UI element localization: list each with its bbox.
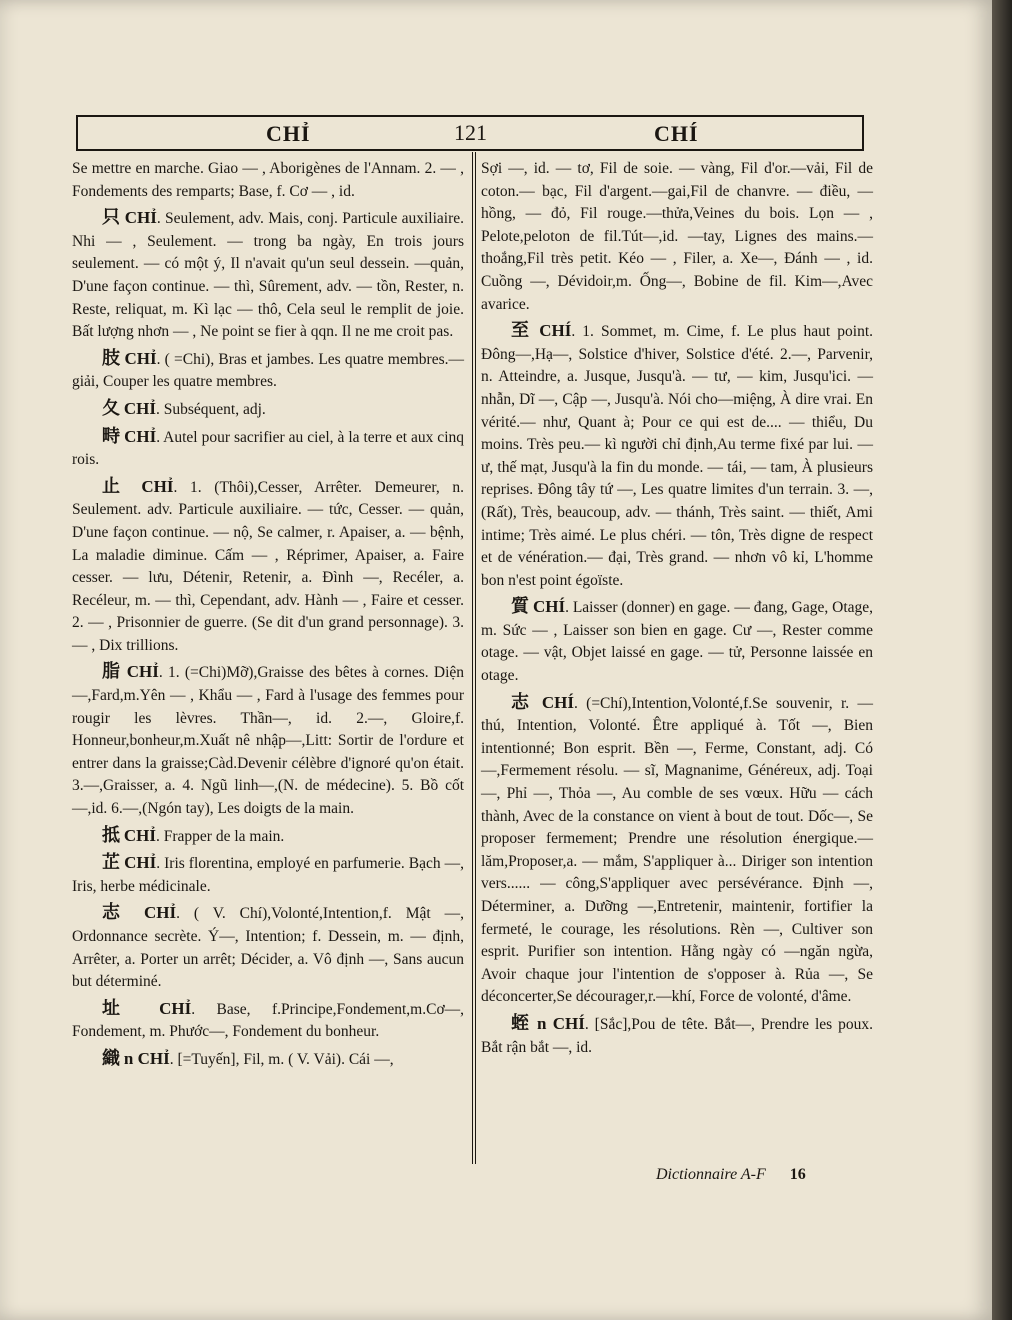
- headword: CHỈ: [159, 998, 192, 1018]
- headword: n CHÍ: [537, 1013, 585, 1033]
- hanzi-character: 脂: [102, 661, 122, 683]
- hanzi-character: 肢: [102, 347, 121, 369]
- hanzi-character: 芷: [102, 852, 121, 874]
- entry: [72, 207, 464, 344]
- hanzi-character: 志: [102, 902, 131, 924]
- entry: [481, 596, 873, 687]
- headword: CHỈ: [123, 825, 156, 845]
- column-divider: [472, 152, 476, 1164]
- headword: CHÍ: [541, 692, 574, 712]
- entry: [72, 852, 464, 898]
- entry: [72, 426, 464, 472]
- hanzi-character: 止: [102, 475, 129, 497]
- hanzi-character: 夂: [102, 397, 120, 419]
- headword: CHỈ: [124, 348, 157, 368]
- definition: . [Sắc],Pou de tête. Bắt—, Prendre les poux. Bắt rận bắt —, id.: [481, 1015, 874, 1056]
- headword: CHÍ: [532, 597, 566, 617]
- hanzi-character: 蛭: [511, 1012, 532, 1034]
- entry-continuation: Se mettre en marche. Giao — , Aborigènes de l'Annam. 2. — , Fondements des remparts; Base, f. Cơ — , id.: [72, 160, 464, 200]
- definition: . Autel pour sacrifier au ciel, à la terre et aux cinq rois.: [72, 428, 464, 469]
- entry: [72, 661, 464, 820]
- header-left-word: CHỈ: [266, 121, 311, 146]
- entry: [72, 902, 464, 993]
- entry: [72, 476, 464, 658]
- entry: [72, 398, 464, 422]
- entry: [481, 1013, 873, 1059]
- entry: [72, 998, 464, 1044]
- definition: . Frapper de la main.: [156, 827, 285, 845]
- headword: n CHỈ: [123, 1048, 170, 1068]
- definition: . (=Chí),Intention,Volonté,f.Se souvenir, r. — thú, Intention, Volonté. Être appliqué à. Tốt —, Bien intentionné; Bon esprit. Bền —, Ferme, Constant, adj. Có —,Fermement résolu. — sĩ, Magnanime, Généreux, adj. Toại —, Phỉ —, Thỏa —, Au comble de ses vœux. Hữu — cách thành, Avec de la constance on vient à bout de tout. Dốc—, Se proposer fermement; Prendre une résolution énergique.— lăm,Proposer,a. — mắm, S'appliquer à... Diriger son intention vers...... — công,S'appliquer avec persévérance. Định —, Déterminer, a. Dưỡng —,Entretenir, maintenir, fortifier la fermeté, le courage, les résolutions. Rèn —, Cultiver son esprit. Purifier son intention. Hằng ngày có —ngăn ngừa, Avoir chaque jour l'intention de s'opposer à. Rủa —, Se déconcerter,Se décourager,r.—khí, Force de volonté, d'âme.: [481, 694, 874, 1006]
- headword: CHỈ: [124, 426, 157, 446]
- hanzi-character: 只: [102, 207, 121, 229]
- entry: [481, 320, 873, 592]
- left-column: [72, 158, 464, 1076]
- hanzi-character: 志: [511, 691, 534, 713]
- hanzi-character: 至: [511, 320, 533, 342]
- page-footer: [656, 1166, 806, 1184]
- entry: [72, 825, 464, 849]
- signature-number: 16: [789, 1166, 806, 1183]
- hanzi-character: 質: [511, 596, 530, 618]
- page-number: 121: [454, 120, 487, 145]
- right-column: [481, 158, 873, 1063]
- definition: . Base, f.Principe,Fondement,m.Cơ—, Fondement, m. Phước—, Fondement du bonheur.: [72, 1000, 465, 1041]
- definition: . 1. (Thôi),Cesser, Arrêter. Demeurer, n. Seulement. adv. Particule auxiliaire. — tức, Cesser. — quản, D'une façon continue. — nộ, Se calmer, r. Apaiser, a. — bệnh, La maladie diminue. Cấm — , Réprimer, Apaiser, a. Faire cesser. — lưu, Détenir, Retenir, a. Đình —, Recéler, a. Recéleur, m. — thì, Cependant, adv. Hành — , Faire et cesser. 2. — , Prisonnier de guerre. (Se dit d'un grand personnage). 3. — , Dix trillions.: [72, 478, 465, 654]
- hanzi-character: 址: [102, 997, 138, 1019]
- hanzi-character: 畤: [102, 425, 121, 447]
- entry: [72, 348, 464, 394]
- headword: CHỈ: [123, 398, 156, 418]
- definition: . ( V. Chí),Volonté,Intention,f. Mật —, Ordonnance secrète. Ý—, Intention; f. Dessein, m. — định, Arrêter, a. Porter un arrêt; Décider, a. Vô định —, Sans aucun but déterminé.: [72, 905, 464, 991]
- headword: CHỈ: [141, 476, 174, 496]
- headword: CHỈ: [126, 662, 159, 682]
- running-header: [76, 115, 864, 151]
- definition: . Seulement, adv. Mais, conj. Particule auxiliaire. Nhi — , Seulement. — trong ba ngày, En trois jours seulement. — có một ý, Il n'avait qu'un seul dessein. —quản, D'une façon continue. — thì, Sûrement, adv. — tồn, Rester, n. Reste, reliquat, m. Kì lạc — thô, Cela seul le remplit de joie. Bất lượng nhơn — , Ne point se fier à qqn. Il ne me croit pas.: [72, 210, 465, 341]
- definition: . Iris florentina, employé en parfumerie. Bạch —, Iris, herbe médicinale.: [72, 855, 464, 895]
- entry-continuation: Sợi —, id. — tơ, Fil de soie. — vàng, Fil d'or.—vải, Fil de coton.— bạc, Fil d'argent.—gai,Fil de chanvre. — điều, — hồng, — đỏ, Fil rouge.—thửa,Veines du bois. Lọn — , Pelote,peloton de fil.Tút—,id. —tay, Lignes des mains.—thoắng,Fil très petit. Kéo — , Filer, a. Xe—, Đánh — , id. Cuồng —, Dévidoir,m. Ống—, Bobine de fil. Kim—,Avec avarice.: [481, 160, 873, 313]
- headword: CHỈ: [124, 853, 157, 873]
- entry: [72, 1048, 464, 1072]
- definition: . [=Tuyến], Fil, m. ( V. Vải). Cái —,: [169, 1050, 394, 1068]
- definition: . 1. (=Chi)Mỡ),Graisse des bêtes à cornes. Diện—,Fard,m.Yên — , Khẩu — , Fard à l'usage des femmes pour rougir les lèvres. Thần—, id. 2.—, Gloire,f. Honneur,bonheur,m.Xuất nê nhập—,Litt: Sortir de l'ordure et entrer dans la graisse;Càd.Devenir célèbre d'ignoré qu'on était. 3.—,Graisser, a. 4. Ngũ linh—,(N. de médecine). 5. Bồ cốt—,id. 6.—,(Ngón tay), Les doigts de la main.: [72, 664, 465, 818]
- definition: . ( =Chi), Bras et jambes. Les quatre membres.— giải, Couper les quatre membres.: [72, 350, 464, 391]
- entry: [481, 692, 873, 1009]
- headword: CHÍ: [539, 321, 572, 341]
- definition: . Subséquent, adj.: [156, 400, 266, 418]
- hanzi-character: 抵: [102, 824, 120, 846]
- footer-title: Dictionnaire A-F: [656, 1166, 766, 1183]
- hanzi-character: 織: [102, 1047, 120, 1069]
- definition: . Laisser (donner) en gage. — đang, Gage, Otage, m. Sức — , Laisser son bien en gage. Cư —, Rester comme otage. — vật, Objet laissé en gage. — tử, Personne laissée en otage.: [481, 599, 874, 685]
- headword: CHỈ: [124, 208, 157, 228]
- book-spine-edge: [992, 0, 1012, 1320]
- headword: CHỈ: [143, 903, 177, 923]
- definition: . 1. Sommet, m. Cime, f. Le plus haut point. Đông—,Hạ—, Solstice d'hiver, Solstice d'été. 2.—, Parvenir, n. Atteindre, a. Jusque, Jusqu'à. — tư, — kim, Jusqu'ici. — nhẫn, Dĩ —, Cập —, Jusqu'à. Nói cho—miệng, À dire vrai. En vérité.— như, Quant à; Pour ce qui est de.... — thiểu, Du moins. Très peu.— kì người chỉ định,Au terme fixé par lui. — ư, thế mạt, Jusqu'à la fin du monde. — tái, — tam, À plusieurs reprises. Đông tây tứ —, Les quatre limites d'un terrain. 3. —, (Rất), Très, beaucoup, adv. — thánh, Très saint. — thiết, Ami intime; Très aimé. Le plus chéri. — tôn, Très digne de respect et de vénération.— đại, Très grand. — nhơn vô kỉ, L'homme bon n'est point égoïste.: [481, 323, 874, 589]
- header-right-word: CHÍ: [654, 121, 699, 146]
